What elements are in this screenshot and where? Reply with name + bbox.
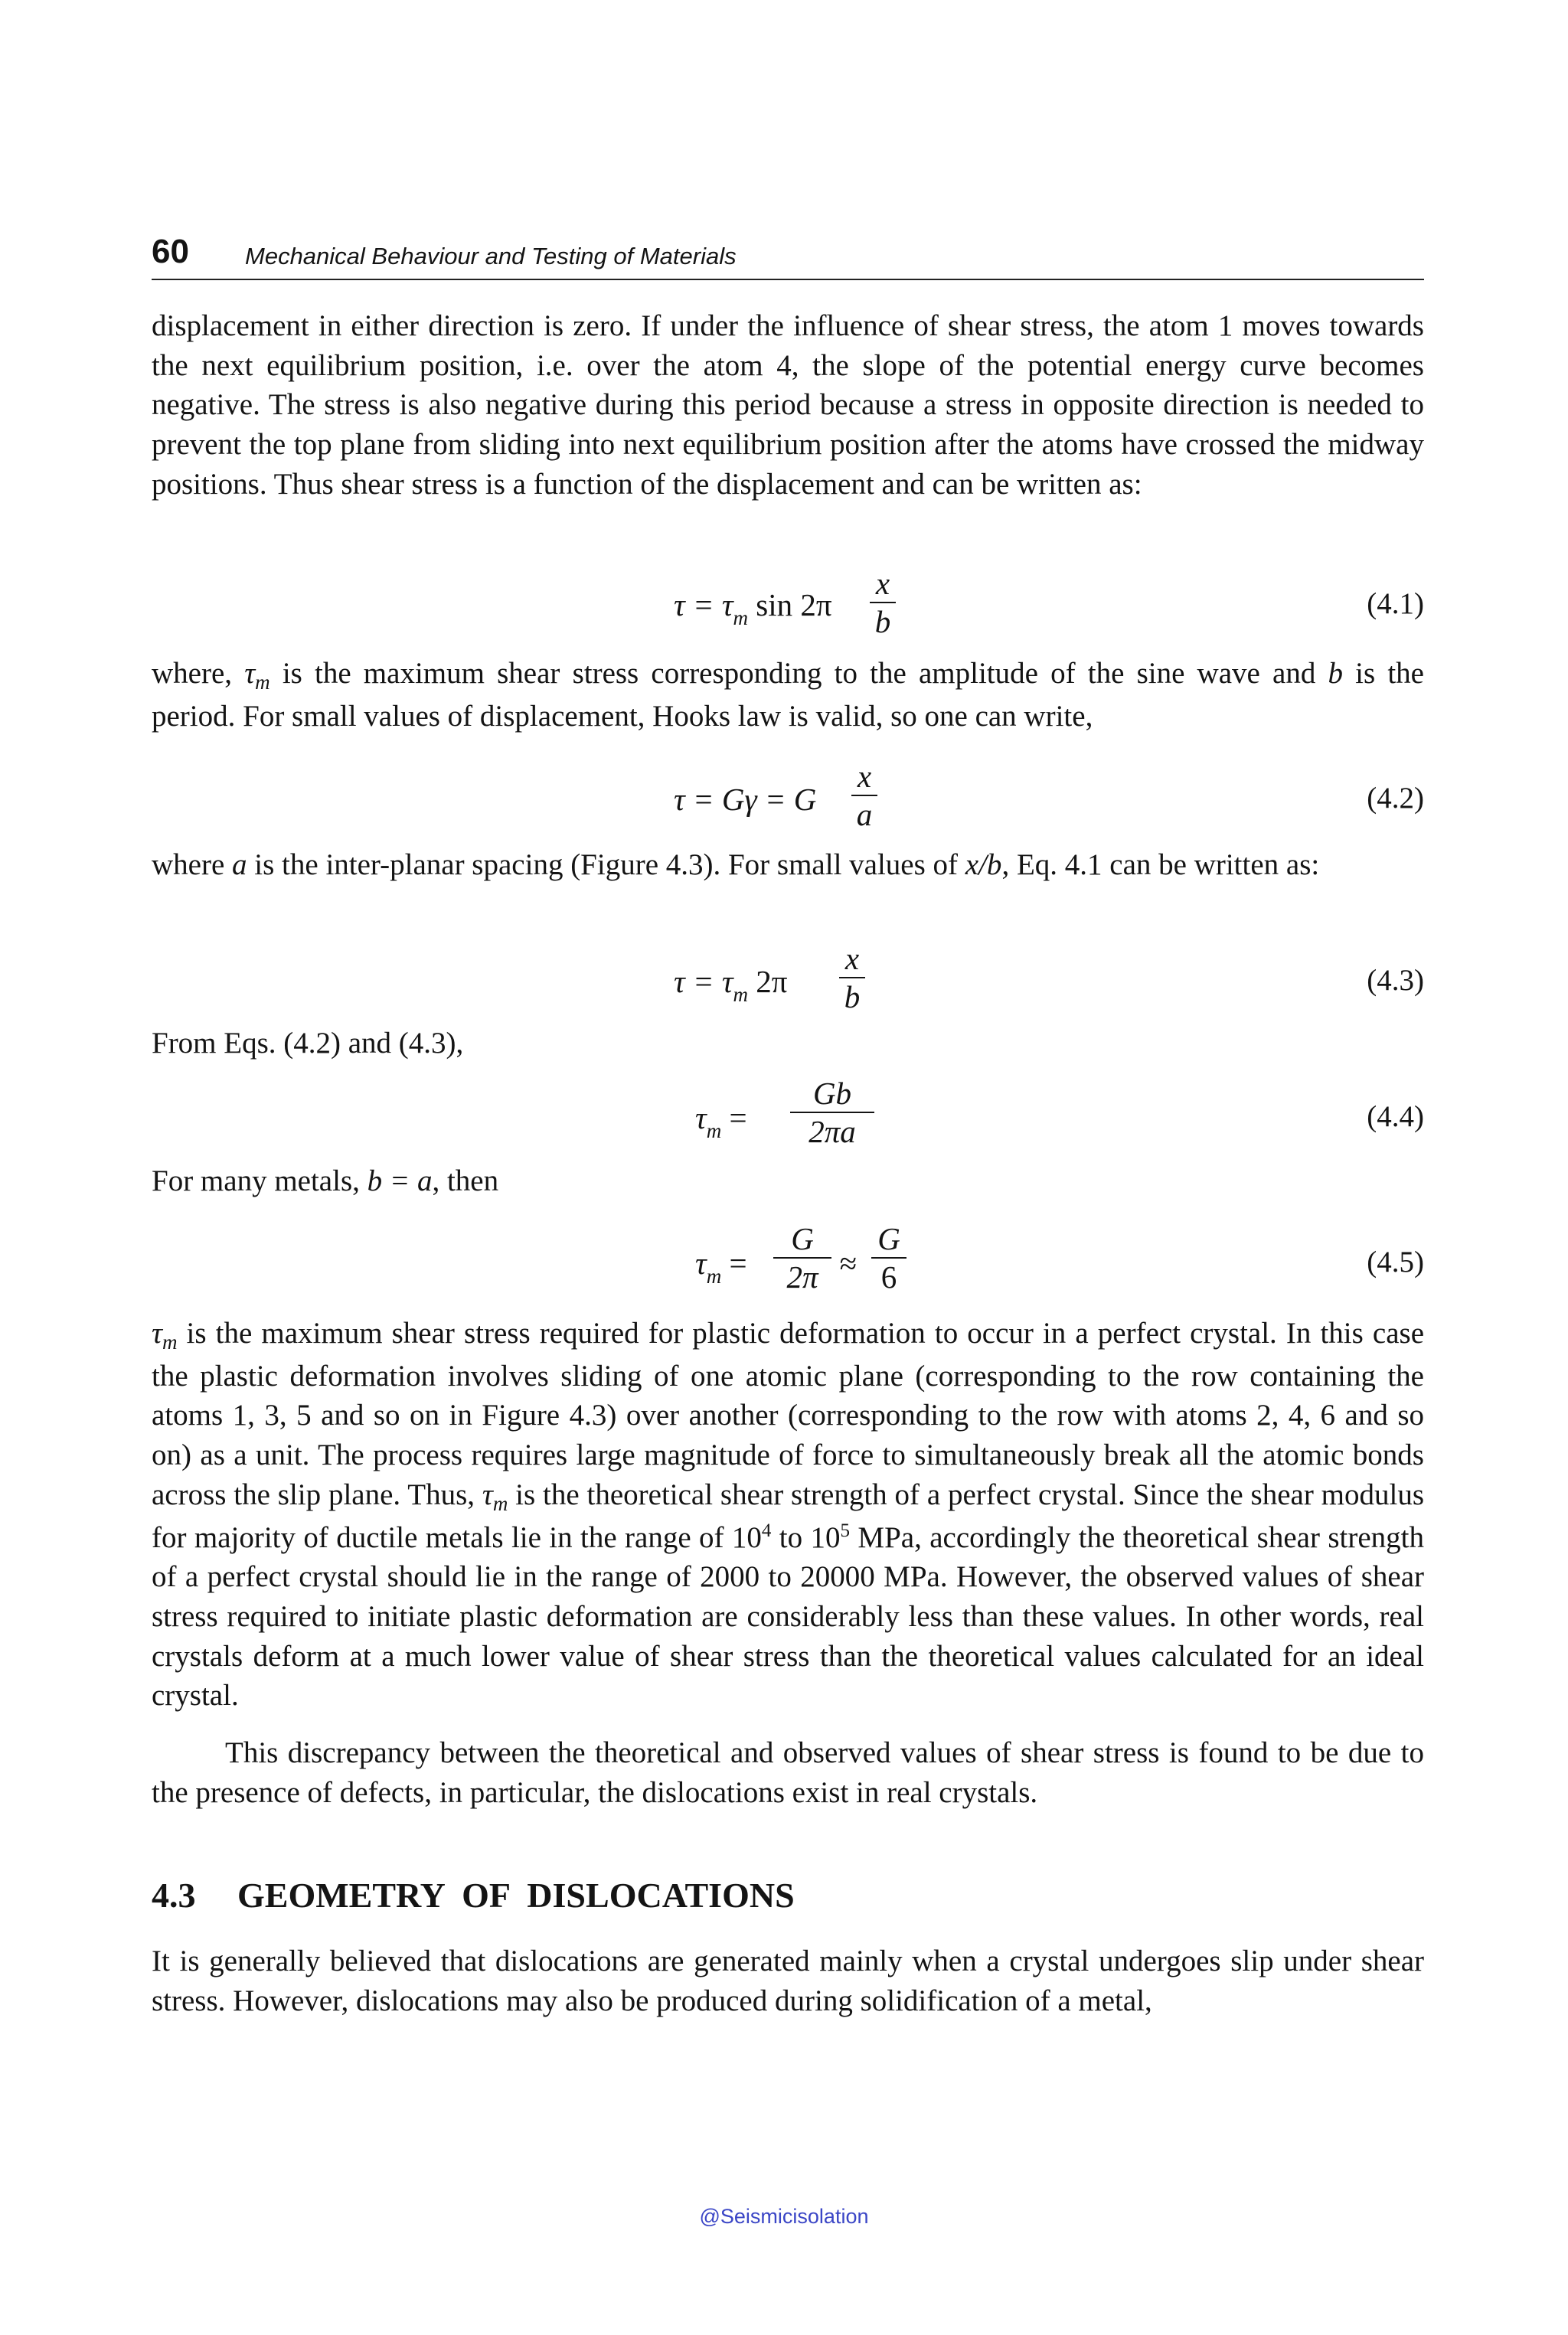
tau-sub-3: m <box>492 1491 508 1515</box>
eq1-fraction <box>870 565 896 640</box>
eq3-mid: 2π <box>748 964 788 999</box>
eq5-fraction-2 <box>871 1220 906 1295</box>
section-title: GEOMETRY OF DISLOCATIONS <box>237 1876 795 1915</box>
p3-a: where <box>152 848 233 881</box>
paragraph-5: This discrepancy between the theoretical and observed values of shear stress is found to be due to the presence of defects, in particular, the dislocations exist in real crystals. <box>152 1736 1424 1809</box>
a-symbol: a <box>232 848 247 881</box>
section-number: 4.3 <box>152 1876 196 1915</box>
eq2-fraction <box>851 758 877 833</box>
eq5-equals: = <box>721 1246 747 1281</box>
eq4-equals: = <box>721 1100 747 1135</box>
eq4-lhs: τ <box>695 1100 707 1135</box>
eq4-denominator: 2πa <box>790 1112 874 1150</box>
equation-4-3 <box>674 963 788 1006</box>
x-over-b: x/b <box>965 848 1002 881</box>
p2-c: is the period. For small values of displacement, Hooks law is valid, so one can write, <box>152 657 1424 733</box>
eq4-numerator: Gb <box>812 1076 852 1111</box>
eq1-sub: m <box>733 606 749 629</box>
p3-b: is the inter-planar spacing (Figure 4.3). For small values of <box>247 848 965 881</box>
eq1-denominator: b <box>870 602 896 640</box>
eq4-fraction <box>790 1075 874 1150</box>
eq5-numerator-1: G <box>791 1221 814 1256</box>
eq5-denominator-2: 6 <box>871 1257 906 1295</box>
b-symbol: b <box>1328 657 1343 690</box>
eq3-numerator: x <box>844 941 860 976</box>
paragraph-4 <box>152 1314 1424 1716</box>
eq1-lhs: τ = τ <box>674 587 733 622</box>
many-metals-b: , then <box>432 1164 499 1197</box>
eq1-number: (4.1) <box>1367 587 1424 620</box>
eq4-number: (4.4) <box>1367 1100 1424 1133</box>
many-metals-a: For many metals, <box>152 1164 368 1197</box>
exponent-4: 4 <box>761 1520 772 1541</box>
p4-d: MPa, accordingly the theoretical shear strength of a perfect crystal should lie in the range of 2000 to 20000 MPa. However, the observed values of shear stress required to initiate plastic deformation are considerably less than these values. In other words, real crystals deform at a much lower value of shear stress than the theoretical values calculated for an ideal crystal. <box>152 1520 1424 1713</box>
equation-4-5 <box>695 1245 747 1288</box>
eq3-sub: m <box>733 983 749 1006</box>
paragraph-3 <box>152 845 1424 885</box>
eq4-sub: m <box>706 1119 722 1142</box>
eq5-approx: ≈ <box>839 1246 857 1281</box>
p2-b: is the maximum shear stress corresponding to the amplitude of the sine wave and <box>270 657 1328 690</box>
eq5-number: (4.5) <box>1367 1246 1424 1279</box>
eq5-denominator-1: 2π <box>773 1257 831 1295</box>
paragraph-6: It is generally believed that dislocations are generated mainly when a crystal undergoes slip under shear stress. However, dislocations may also be produced during solidification of a metal, <box>152 1945 1424 2017</box>
p4-a: is the maximum shear stress required for plastic deformation to occur in a perfect crystal. In this case the plastic deformation involves sliding of one atomic plane (corresponding to the row containing the atoms 1, 3, 5 and so on in Figure 4.3) over another (corresponding to the row with atoms 2, 4, 6 and so on) as a unit. The process requires large magnitude of force to simultaneously break all the atomic bonds across the slip plane. Thus, <box>152 1317 1424 1511</box>
running-header <box>152 231 1424 280</box>
tau-symbol-3: τ <box>482 1478 493 1511</box>
paragraph-2 <box>152 654 1424 736</box>
eq3-fraction <box>839 940 865 1015</box>
b-equals-a: b = a <box>367 1164 433 1197</box>
eq2-denominator: a <box>851 795 877 833</box>
eq2-number: (4.2) <box>1367 782 1424 815</box>
p2-a: where, <box>152 657 245 690</box>
eq3-lhs: τ = τ <box>674 964 733 999</box>
eq5-numerator-2: G <box>877 1221 900 1256</box>
tau-symbol-2: τ <box>152 1317 162 1350</box>
watermark: @Seismicisolation <box>699 2205 869 2228</box>
tau-symbol: τ <box>244 657 256 690</box>
p3-c: , Eq. 4.1 can be written as: <box>1001 848 1320 881</box>
equation-4-1 <box>674 586 832 629</box>
p4-b: is the theoretical shear strength of a perfect crystal. Since the shear modulus for majority of ductile metals lie in the range of 10 <box>152 1478 1424 1554</box>
eq5-lhs: τ <box>695 1246 707 1281</box>
eq3-denominator: b <box>839 977 865 1015</box>
many-metals-label <box>152 1162 498 1200</box>
equation-4-4 <box>695 1099 747 1142</box>
eq5-fraction-1 <box>773 1220 831 1295</box>
eq5-sub: m <box>706 1265 722 1288</box>
page-number: 60 <box>152 233 189 270</box>
eq1-numerator: x <box>875 566 890 601</box>
running-title: Mechanical Behaviour and Testing of Materials <box>245 243 737 269</box>
paragraph-1: displacement in either direction is zero. If under the influence of shear stress, the atom 1 moves towards the next equilibrium position, i.e. over the atom 4, the slope of the potential energy curve becomes negative. The stress is also negative during this period because a stress in opposite direction is needed to prevent the top plane from sliding into next equilibrium position after the atoms have crossed the midway positions. Thus shear stress is a function of the displacement and can be written as: <box>152 309 1424 501</box>
eq2-numerator: x <box>857 759 872 794</box>
exponent-5: 5 <box>840 1520 851 1541</box>
eq3-number: (4.3) <box>1367 964 1424 997</box>
section-heading <box>152 1874 795 1917</box>
eq2-lhs: τ = Gγ = G <box>674 782 817 817</box>
tau-sub: m <box>255 671 270 694</box>
from-eqs-label: From Eqs. (4.2) and (4.3), <box>152 1027 464 1060</box>
eq1-mid: sin 2π <box>748 587 832 622</box>
p4-c: to 10 <box>771 1520 841 1554</box>
equation-4-2 <box>674 781 816 818</box>
tau-sub-2: m <box>162 1331 178 1354</box>
